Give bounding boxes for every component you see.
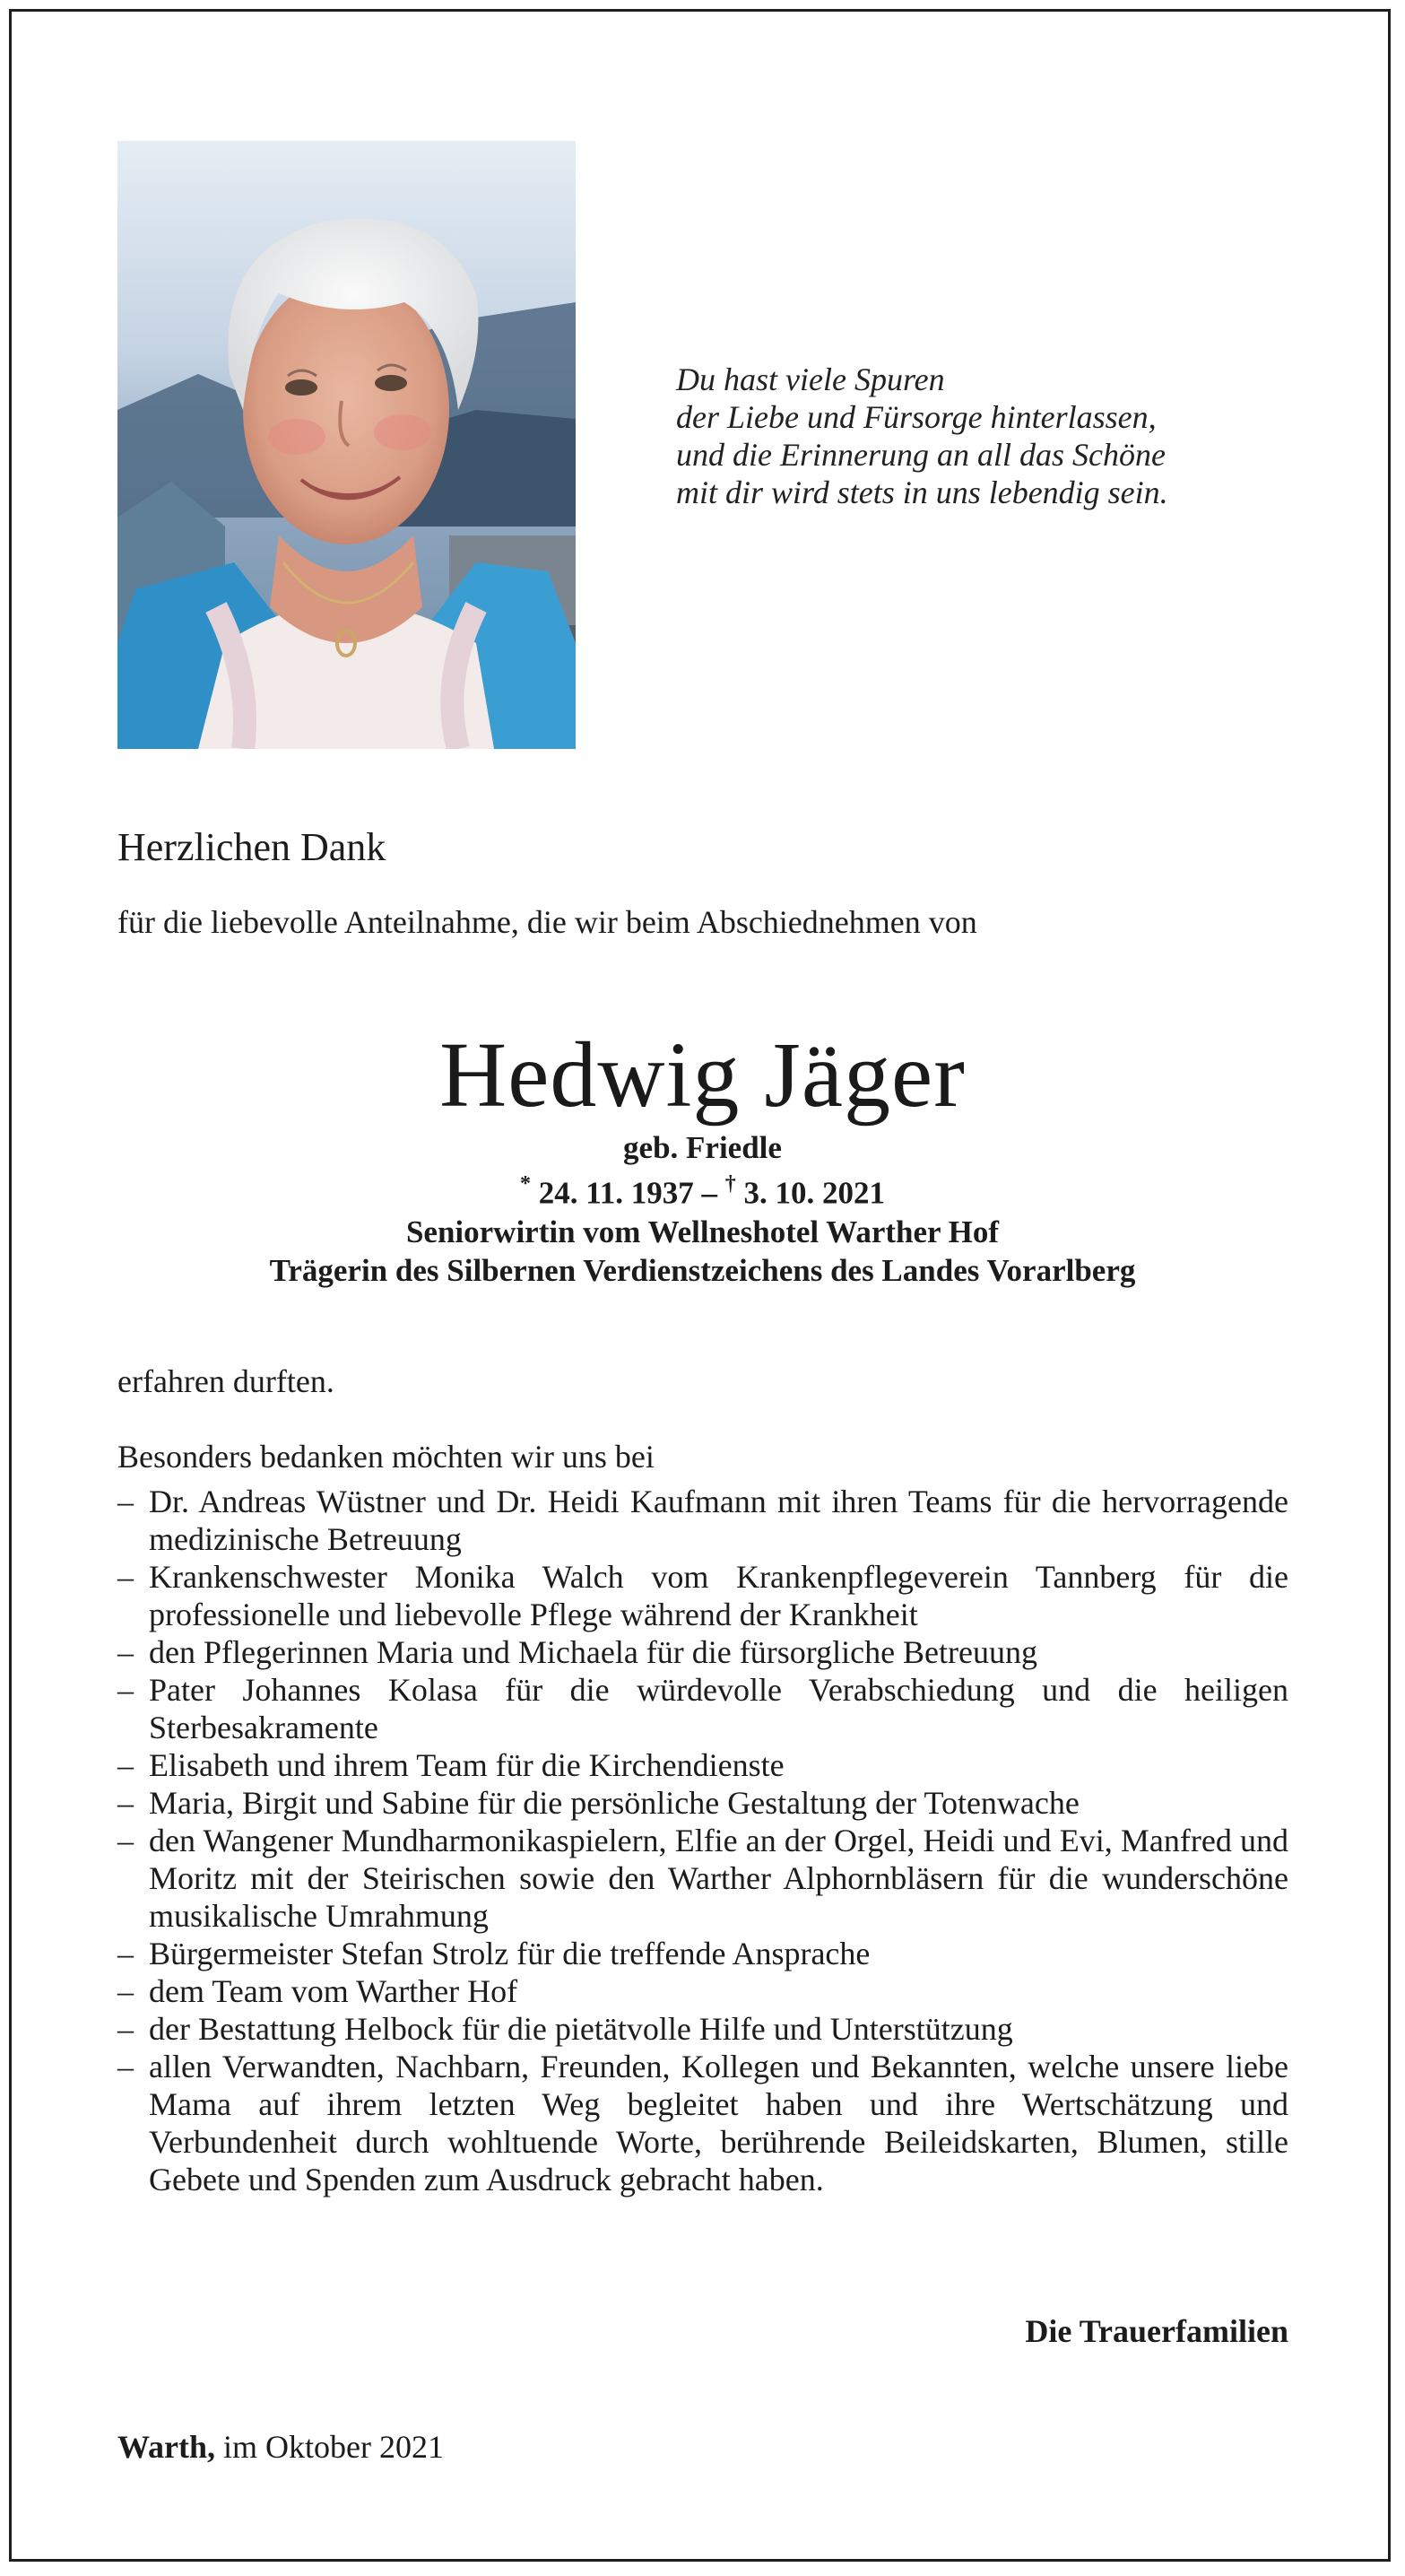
quote-line: Du hast viele Spuren (676, 361, 945, 397)
list-item (117, 1784, 1288, 1822)
list-dash: – (117, 1672, 134, 1708)
list-item-text: Dr. Andreas Wüstner und Dr. Heidi Kaufmann mit ihren Teams für die hervorragende medizinische Betreuung (149, 1484, 1288, 1557)
list-item (117, 1483, 1288, 1558)
after-name-text: erfahren durften. (117, 1363, 334, 1399)
list-item-text: den Wangener Mundharmonikaspielern, Elfie an der Orgel, Heidi und Evi, Manfred und Moritz mit der Steirischen sowie den Warther Alphornbläsern für die wunderschöne musikalische Umrahmung (149, 1823, 1288, 1934)
death-date: 3. 10. 2021 (743, 1175, 886, 1211)
list-item (117, 1746, 1288, 1784)
list-dash: – (117, 1973, 134, 2009)
list-item (117, 1822, 1288, 1935)
list-item (117, 2048, 1288, 2198)
thanks-list (117, 1483, 1288, 2198)
list-dash: – (117, 2011, 134, 2047)
list-dash: – (117, 1634, 134, 1670)
list-item-text: Elisabeth und ihrem Team für die Kirchendienste (149, 1747, 785, 1783)
list-item-text: den Pflegerinnen Maria und Michaela für die fürsorgliche Betreuung (149, 1634, 1038, 1670)
list-dash: – (117, 1559, 134, 1595)
list-item (117, 1558, 1288, 1633)
list-item (117, 1935, 1288, 1972)
list-dash: – (117, 2049, 134, 2084)
list-item-text: allen Verwandten, Nachbarn, Freunden, Kollegen und Bekannten, welche unsere liebe Mama auf ihrem letzten Weg begleitet haben und ihre Wertschätzung und Verbundenheit durch wohltuende Worte, berührende Beileidskarten, Blumen, stille Gebete und Spenden zum Ausdruck gebracht haben. (149, 2049, 1288, 2197)
death-symbol: † (724, 1172, 736, 1196)
thanks-intro: Besonders bedanken möchten wir uns bei (117, 1439, 655, 1475)
list-dash: – (117, 1936, 134, 1971)
place-town: Warth, (117, 2429, 216, 2465)
birth-date: 24. 11. 1937 (538, 1175, 694, 1211)
memorial-quote (676, 361, 1322, 511)
list-dash: – (117, 1747, 134, 1783)
deceased-block (0, 1023, 1405, 1290)
list-item (117, 2010, 1288, 2048)
place-date (117, 2428, 444, 2466)
thanks-heading: Herzlichen Dank (117, 825, 386, 869)
list-item-text: dem Team vom Warther Hof (149, 1973, 518, 2009)
list-item (117, 1972, 1288, 2010)
place-date-text: im Oktober 2021 (223, 2429, 444, 2465)
list-item-text: Krankenschwester Monika Walch vom Krankenpflegeverein Tannberg für die professionelle und liebevolle Pflege während der Krankheit (149, 1559, 1288, 1632)
list-item (117, 1633, 1288, 1671)
quote-line: mit dir wird stets in uns lebendig sein. (676, 474, 1168, 510)
list-dash: – (117, 1823, 134, 1858)
deceased-honor: Trägerin des Silbernen Verdienstzeichens des Landes Vorarlberg (269, 1252, 1136, 1288)
list-item-text: Bürgermeister Stefan Strolz für die treffende Ansprache (149, 1936, 871, 1971)
portrait-photo (117, 141, 576, 749)
list-item-text: Pater Johannes Kolasa für die würdevolle Verabschiedung und die heiligen Sterbesakramente (149, 1672, 1288, 1745)
signature: Die Trauerfamilien (1025, 2313, 1288, 2349)
date-separator: – (693, 1175, 725, 1211)
birth-name: geb. Friedle (623, 1130, 782, 1165)
quote-line: der Liebe und Fürsorge hinterlassen, (676, 399, 1157, 435)
intro-text: für die liebevolle Anteilnahme, die wir beim Abschiednehmen von (117, 904, 977, 940)
list-dash: – (117, 1785, 134, 1821)
list-item (117, 1671, 1288, 1746)
quote-line: und die Erinnerung an all das Schöne (676, 437, 1166, 473)
life-dates (0, 1167, 1405, 1213)
birth-symbol: * (519, 1172, 531, 1196)
deceased-role: Seniorwirtin vom Wellneshotel Warther Hof (405, 1214, 1000, 1249)
portrait-image (117, 141, 576, 749)
list-item-text: der Bestattung Helbock für die pietätvolle Hilfe und Unterstützung (149, 2011, 1013, 2047)
deceased-name: Hedwig Jäger (439, 1023, 966, 1127)
list-dash: – (117, 1484, 134, 1519)
list-item-text: Maria, Birgit und Sabine für die persönliche Gestaltung der Totenwache (149, 1785, 1080, 1821)
